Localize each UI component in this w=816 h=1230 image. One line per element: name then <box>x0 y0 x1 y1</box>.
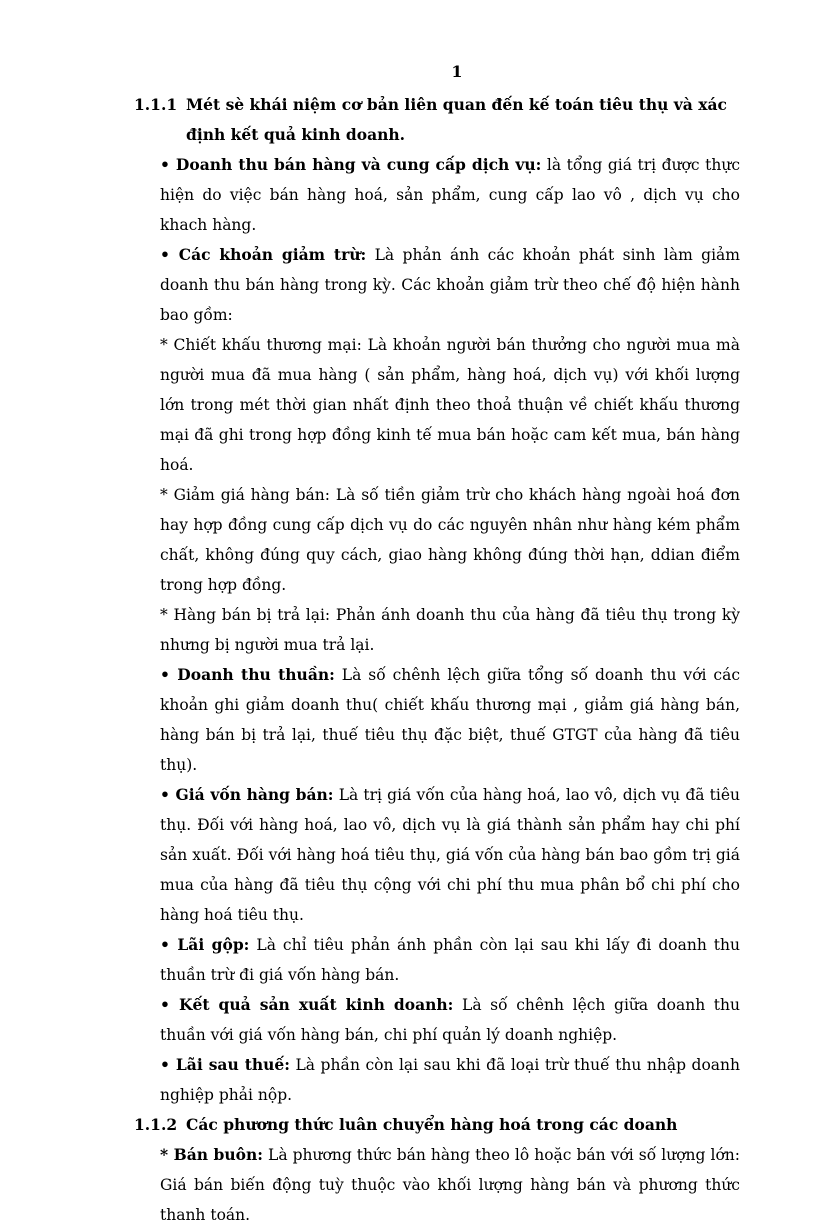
paragraph-lead: • Doanh thu bán hàng và cung cấp dịch vụ: <box>160 155 542 174</box>
paragraph-lead: • Kết quả sản xuất kinh doanh: <box>160 995 454 1014</box>
paragraph-text: * Hàng bán bị trả lại: Phản ánh doanh thu của hàng đã tiêu thụ trong kỳ nhưng bị người mua trả lại. <box>160 606 740 654</box>
paragraph-business-result <box>134 990 740 1050</box>
paragraph-text: là tổng giá trị được thực hiện do việc bán hàng hoá, sản phẩm, cung cấp lao vô , dịch vụ cho khach hàng. <box>160 156 741 234</box>
paragraph-text: Là chỉ tiêu phản ánh phần còn lại sau khi lấy đi doanh thu thuần trừ đi giá vốn hàng bán. <box>160 936 740 984</box>
paragraph-text: * Giảm giá hàng bán: Là số tiền giảm trừ cho khách hàng ngoài hoá đơn hay hợp đồng cung cấp dịch vụ do các nguyên nhân như hàng kém phẩm chất, không đúng quy cách, giao hàng không đúng thời hạn, ddian điểm trong hợp đồng. <box>160 486 740 594</box>
paragraph-lead: • Lãi sau thuế: <box>160 1055 290 1074</box>
paragraph-lead: • Doanh thu thuần: <box>160 665 335 684</box>
paragraph-sales-returns <box>134 600 740 660</box>
paragraph-text: Là phản ánh các khoản phát sinh làm giảm doanh thu bán hàng trong kỳ. Các khoản giảm trừ theo chế độ hiện hành bao gồm: <box>160 246 740 324</box>
paragraph-revenue <box>134 150 740 240</box>
section-heading-1-1-2 <box>134 1110 740 1140</box>
paragraph-wholesale <box>134 1140 740 1230</box>
paragraph-text: Là số chênh lệch giữa doanh thu thuần với giá vốn hàng bán, chi phí quản lý doanh nghiệp. <box>160 996 740 1044</box>
paragraph-text: Là phương thức bán hàng theo lô hoặc bán với số lượng lớn: Giá bán biến động tuỳ thuộc vào khối lượng hàng bán và phương thức thanh toán. <box>160 1146 740 1224</box>
paragraph-net-revenue <box>134 660 740 780</box>
section-heading-1-1-1 <box>134 90 740 150</box>
section-number: 1.1.1 <box>134 95 178 114</box>
paragraph-deductions <box>134 240 740 330</box>
paragraph-text: Là số chênh lệch giữa tổng số doanh thu với các khoản ghi giảm doanh thu( chiết khấu thương mại , giảm giá hàng bán, hàng bán bị trả lại, thuế tiêu thụ đặc biệt, thuế GTGT của hàng đã tiêu thụ). <box>160 666 741 774</box>
paragraph-lead: • Giá vốn hàng bán: <box>160 785 334 804</box>
paragraph-net-profit <box>134 1050 740 1110</box>
section-title: Các phương thức luân chuyển hàng hoá trong các doanh <box>186 1115 678 1134</box>
paragraph-text: Là phần còn lại sau khi đã loại trừ thuế thu nhập doanh nghiệp phải nộp. <box>160 1056 740 1104</box>
paragraph-gross-profit <box>134 930 740 990</box>
paragraph-text: * Chiết khấu thương mại: Là khoản người bán thưởng cho người mua mà người mua đã mua hàng ( sản phẩm, hàng hoá, dịch vụ) với khối lượng lớn trong mét thời gian nhất định theo thoả thuận về chiết khấu thương mại đã ghi trong hợp đồng kinh tế mua bán hoặc cam kết mua, bán hàng hoá. <box>160 336 740 474</box>
paragraph-lead: * Bán buôn: <box>160 1145 263 1164</box>
section-title: Mét sè khái niệm cơ bản liên quan đến kế toán tiêu thụ và xác định kết quả kinh doanh. <box>186 95 727 144</box>
paragraph-sales-allowance <box>134 480 740 600</box>
paragraph-lead: • Lãi gộp: <box>160 935 250 954</box>
page-number: 1 <box>451 62 463 81</box>
paragraph-lead: • Các khoản giảm trừ: <box>160 245 367 264</box>
paragraph-trade-discount <box>134 330 740 480</box>
paragraph-cost-of-goods <box>134 780 740 930</box>
paragraph-text: Là trị giá vốn của hàng hoá, lao vô, dịch vụ đã tiêu thụ. Đối với hàng hoá, lao vô, dịch vụ là giá thành sản phẩm hay chi phí sản xuất. Đối với hàng hoá tiêu thụ, giá vốn của hàng bán bao gồm trị giá mua của hàng đã tiêu thụ cộng với chi phí thu mua phân bổ chi phí cho hàng hoá tiêu thụ. <box>160 786 740 924</box>
section-number: 1.1.2 <box>134 1115 178 1134</box>
